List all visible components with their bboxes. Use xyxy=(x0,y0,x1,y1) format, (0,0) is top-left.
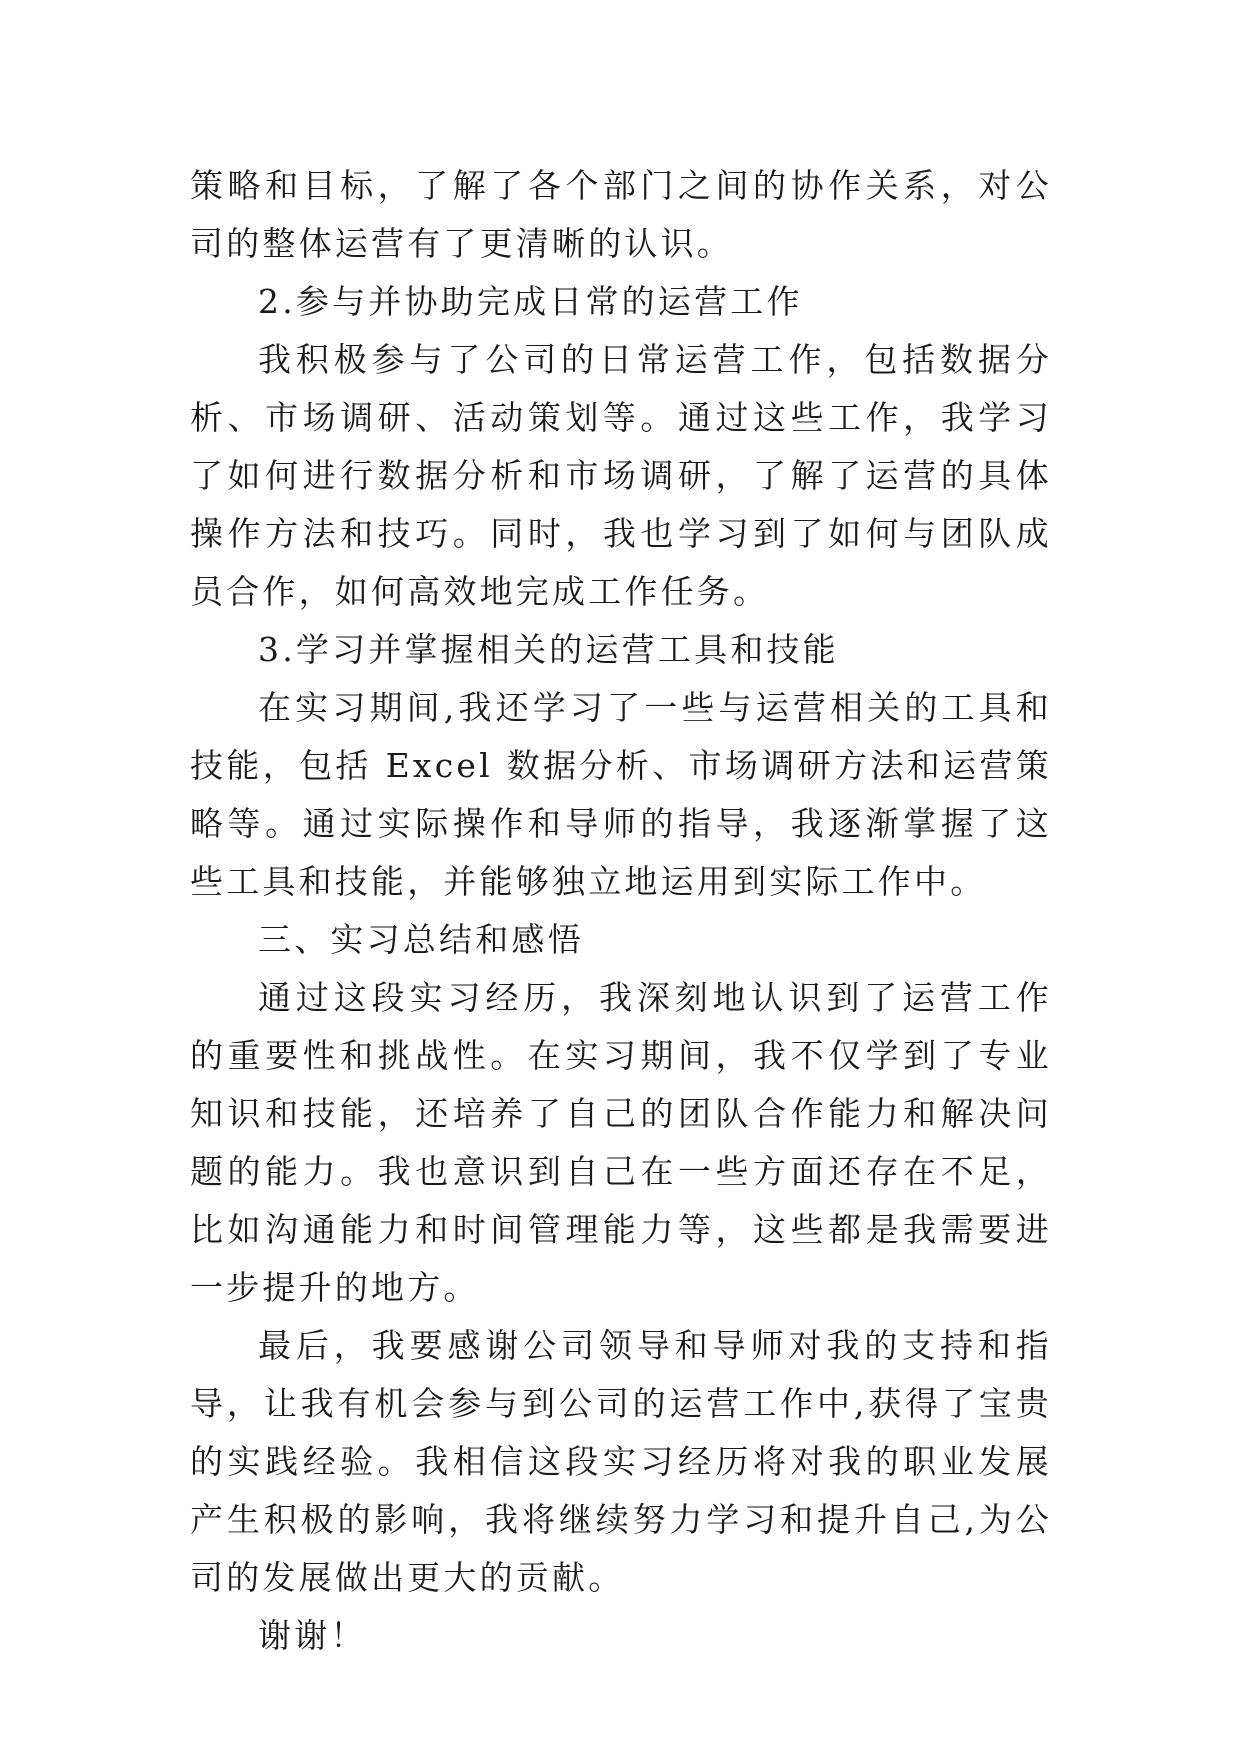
paragraph-tools-skills: 在实习期间,我还学习了一些与运营相关的工具和技能，包括 Excel 数据分析、市场调研方法和运营策略等。通过实际操作和导师的指导，我逐渐掌握了这些工具和技能，并能够独立地运用到实际工作中。 xyxy=(190,688,1052,901)
document-body xyxy=(190,157,1052,1665)
section-heading-2: 2.参与并协助完成日常的运营工作 xyxy=(258,282,803,321)
paragraph-thanks-detail: 最后，我要感谢公司领导和导师对我的支持和指导，让我有机会参与到公司的运营工作中,获得了宝贵的实践经验。我相信这段实习经历将对我的职业发展产生积极的影响，我将继续努力学习和提升自己,为公司的发展做出更大的贡献。 xyxy=(190,1326,1052,1597)
paragraph-continuation: 策略和目标，了解了各个部门之间的协作关系，对公司的整体运营有了更清晰的认识。 xyxy=(190,166,1052,263)
paragraph-reflection: 通过这段实习经历，我深刻地认识到了运营工作的重要性和挑战性。在实习期间，我不仅学到了专业知识和技能，还培养了自己的团队合作能力和解决问题的能力。我也意识到自己在一些方面还存在不足，比如沟通能力和时间管理能力等，这些都是我需要进一步提升的地方。 xyxy=(190,978,1052,1307)
section-heading-summary: 三、实习总结和感悟 xyxy=(258,920,584,959)
paragraph-daily-operations: 我积极参与了公司的日常运营工作，包括数据分析、市场调研、活动策划等。通过这些工作，我学习了如何进行数据分析和市场调研，了解了运营的具体操作方法和技巧。同时，我也学习到了如何与团队成员合作，如何高效地完成工作任务。 xyxy=(190,340,1052,611)
paragraph-closing: 谢谢！ xyxy=(258,1616,367,1655)
section-heading-3: 3.学习并掌握相关的运营工具和技能 xyxy=(258,630,839,669)
